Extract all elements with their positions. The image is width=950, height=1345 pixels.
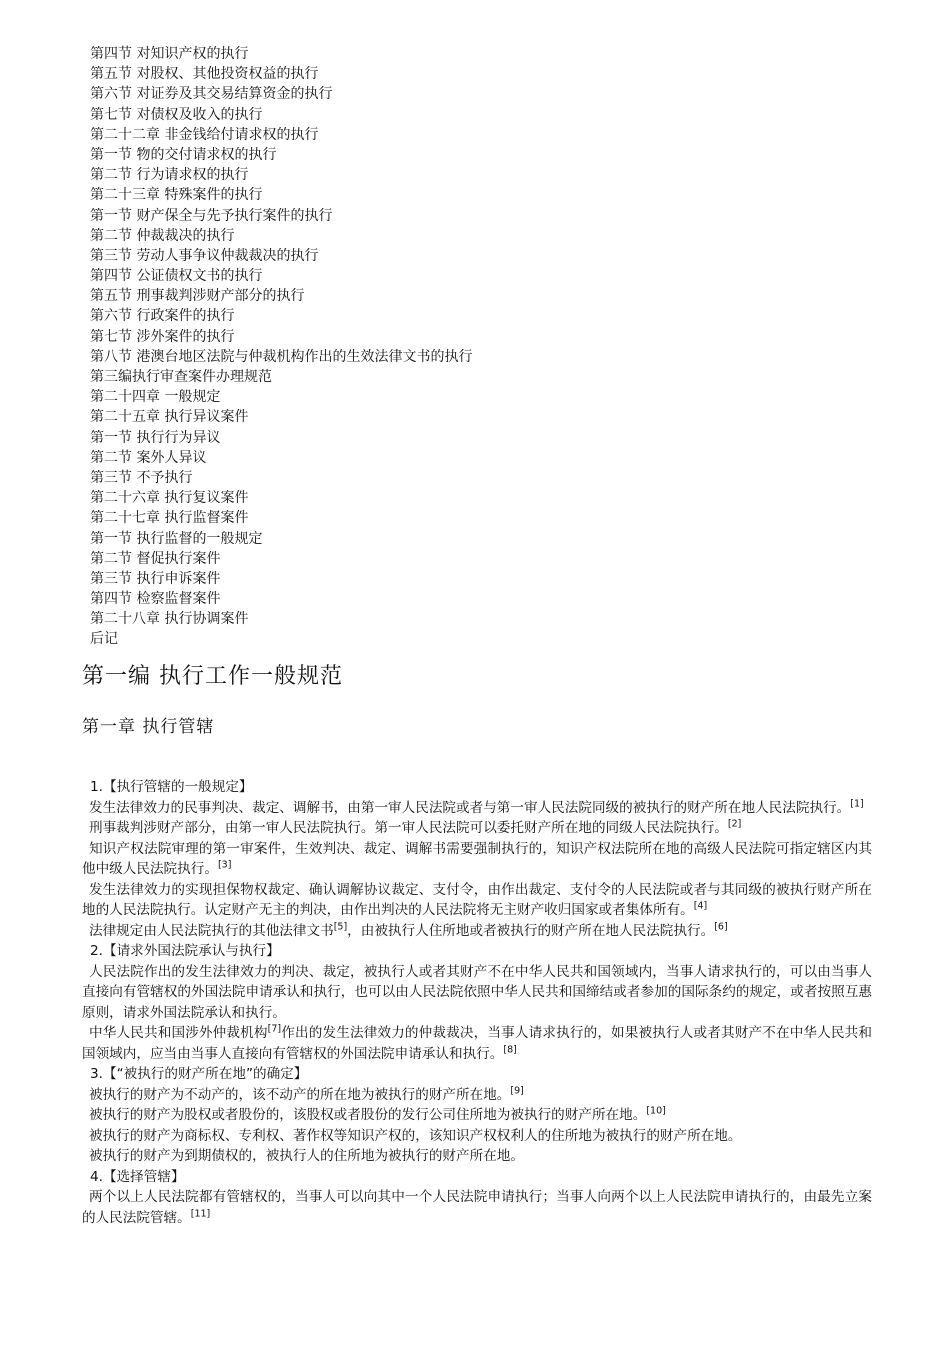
chapter-title: 第一章 执行管辖 xyxy=(82,717,215,737)
paragraph: 知识产权法院审理的第一审案件，生效判决、裁定、调解书需要强制执行的，知识产权法院所在地的高级人民法院可指定辖区内其他中级人民法院执行。[3] xyxy=(82,840,872,877)
section-heading-4: 4.【选择管辖】 xyxy=(90,1168,185,1185)
paragraph: 发生法律效力的实现担保物权裁定、确认调解协议裁定、支付令，由作出裁定、支付令的人民法院或者与其同级的被执行财产所在地的人民法院执行。认定财产无主的判决，由作出判决的人民法院将无主财产收归国家或者集体所有。[4] xyxy=(82,881,872,918)
footnote-ref[interactable]: [9] xyxy=(510,1084,524,1096)
paragraph: 两个以上人民法院都有管辖权的，当事人可以向其中一个人民法院申请执行；当事人向两个以上人民法院申请执行的，由最先立案的人民法院管辖。[11] xyxy=(82,1189,872,1226)
footnote-ref[interactable]: [5] xyxy=(333,920,348,932)
footnote-ref[interactable]: [3] xyxy=(217,859,232,871)
toc-item[interactable]: 第一节 执行监督的一般规定 xyxy=(90,530,263,547)
toc-item[interactable]: 第二十五章 执行异议案件 xyxy=(90,409,249,426)
toc-item[interactable]: 第一节 执行行为异议 xyxy=(90,429,221,446)
toc-item[interactable]: 第二节 仲裁裁决的执行 xyxy=(90,227,235,244)
toc-item[interactable]: 第二十八章 执行协调案件 xyxy=(90,611,249,628)
toc-item[interactable]: 第二十六章 执行复议案件 xyxy=(90,490,249,507)
footnote-ref[interactable]: [1] xyxy=(850,797,864,809)
toc-item[interactable]: 第六节 对证券及其交易结算资金的执行 xyxy=(90,86,333,103)
part-title: 第一编 执行工作一般规范 xyxy=(82,664,343,689)
paragraph: 被执行的财产为不动产的，该不动产的所在地为被执行的财产所在地。[9] xyxy=(89,1084,524,1103)
toc-item[interactable]: 第三编执行审查案件办理规范 xyxy=(90,369,272,385)
footnote-ref[interactable]: [4] xyxy=(693,900,708,912)
footnote-ref[interactable]: [11] xyxy=(190,1207,211,1219)
toc-item[interactable]: 第二十四章 一般规定 xyxy=(90,389,221,406)
footnote-ref[interactable]: [6] xyxy=(714,920,728,932)
toc-item[interactable]: 第六节 行政案件的执行 xyxy=(90,308,235,325)
paragraph: 人民法院作出的发生法律效力的判决、裁定，被执行人或者其财产不在中华人民共和国领域内，当事人请求执行的，可以由当事人直接向有管辖权的外国法院申请承认和执行，也可以由人民法院依照中华人民共和国缔结或者参加的国际条约的规定，或者按照互惠原则，请求外国法院承认和执行。 xyxy=(82,963,872,1021)
toc-item[interactable]: 第七节 涉外案件的执行 xyxy=(90,328,235,345)
toc-item[interactable]: 第八节 港澳台地区法院与仲裁机构作出的生效法律文书的执行 xyxy=(90,348,473,365)
chapter-body xyxy=(82,777,872,1228)
paragraph: 被执行的财产为到期债权的，被执行人的住所地为被执行的财产所在地。 xyxy=(89,1148,524,1164)
section-heading-3: 3.【“被执行的财产所在地”的确定】 xyxy=(90,1066,308,1082)
toc-item[interactable]: 第三节 不予执行 xyxy=(90,469,193,486)
toc-item[interactable]: 第五节 对股权、其他投资权益的执行 xyxy=(90,66,319,83)
paragraph: 被执行的财产为商标权、专利权、著作权等知识产权的，该知识产权权利人的住所地为被执行的财产所在地。 xyxy=(89,1127,742,1144)
paragraph: 被执行的财产为股权或者股份的，该股权或者股份的发行公司住所地为被执行的财产所在地。[10] xyxy=(89,1105,666,1123)
toc-item[interactable]: 第四节 检察监督案件 xyxy=(90,591,221,608)
toc-item[interactable]: 第二节 行为请求权的执行 xyxy=(90,167,249,184)
toc-item[interactable]: 第二十二章 非金钱给付请求权的执行 xyxy=(90,126,319,143)
toc-item[interactable]: 第三节 执行申诉案件 xyxy=(90,570,221,587)
toc-item[interactable]: 第二十三章 特殊案件的执行 xyxy=(90,187,263,204)
paragraph: 中华人民共和国涉外仲裁机构[7]作出的发生法律效力的仲裁裁决，当事人请求执行的，如果被执行人或者其财产不在中华人民共和国领域内，应当由当事人直接向有管辖权的外国法院申请承认和执行。[8] xyxy=(82,1023,872,1062)
footnote-ref[interactable]: [10] xyxy=(646,1105,666,1117)
toc-item[interactable]: 第四节 对知识产权的执行 xyxy=(90,46,249,62)
section-heading-1: 1.【执行管辖的一般规定】 xyxy=(90,779,253,795)
footnote-ref[interactable]: [2] xyxy=(727,818,742,830)
toc-item[interactable]: 第四节 公证债权文书的执行 xyxy=(90,268,263,285)
toc-item[interactable]: 第五节 刑事裁判涉财产部分的执行 xyxy=(90,288,305,305)
toc-item[interactable]: 第二节 案外人异议 xyxy=(90,449,207,466)
toc-item[interactable]: 第一节 物的交付请求权的执行 xyxy=(90,146,277,163)
toc-item[interactable]: 第七节 对债权及收入的执行 xyxy=(90,106,263,123)
toc-item[interactable]: 第二节 督促执行案件 xyxy=(90,550,221,567)
toc-item[interactable]: 第一节 财产保全与先予执行案件的执行 xyxy=(90,207,333,224)
paragraph: 法律规定由人民法院执行的其他法律文书[5]，由被执行人住所地或者被执行的财产所在地人民法院执行。[6] xyxy=(89,920,728,939)
table-of-contents xyxy=(90,44,870,650)
toc-item[interactable]: 第三节 劳动人事争议仲裁裁决的执行 xyxy=(90,247,319,264)
footnote-ref[interactable]: [8] xyxy=(503,1043,517,1055)
section-heading-2: 2.【请求外国法院承认与执行】 xyxy=(90,943,280,959)
toc-item[interactable]: 后记 xyxy=(90,631,118,648)
paragraph: 发生法律效力的民事判决、裁定、调解书，由第一审人民法院或者与第一审人民法院同级的被执行的财产所在地人民法院执行。[1] xyxy=(89,797,864,816)
footnote-ref[interactable]: [7] xyxy=(267,1023,282,1035)
paragraph: 刑事裁判涉财产部分，由第一审人民法院执行。第一审人民法院可以委托财产所在地的同级人民法院执行。[2] xyxy=(89,818,742,836)
toc-item[interactable]: 第二十七章 执行监督案件 xyxy=(90,510,249,527)
